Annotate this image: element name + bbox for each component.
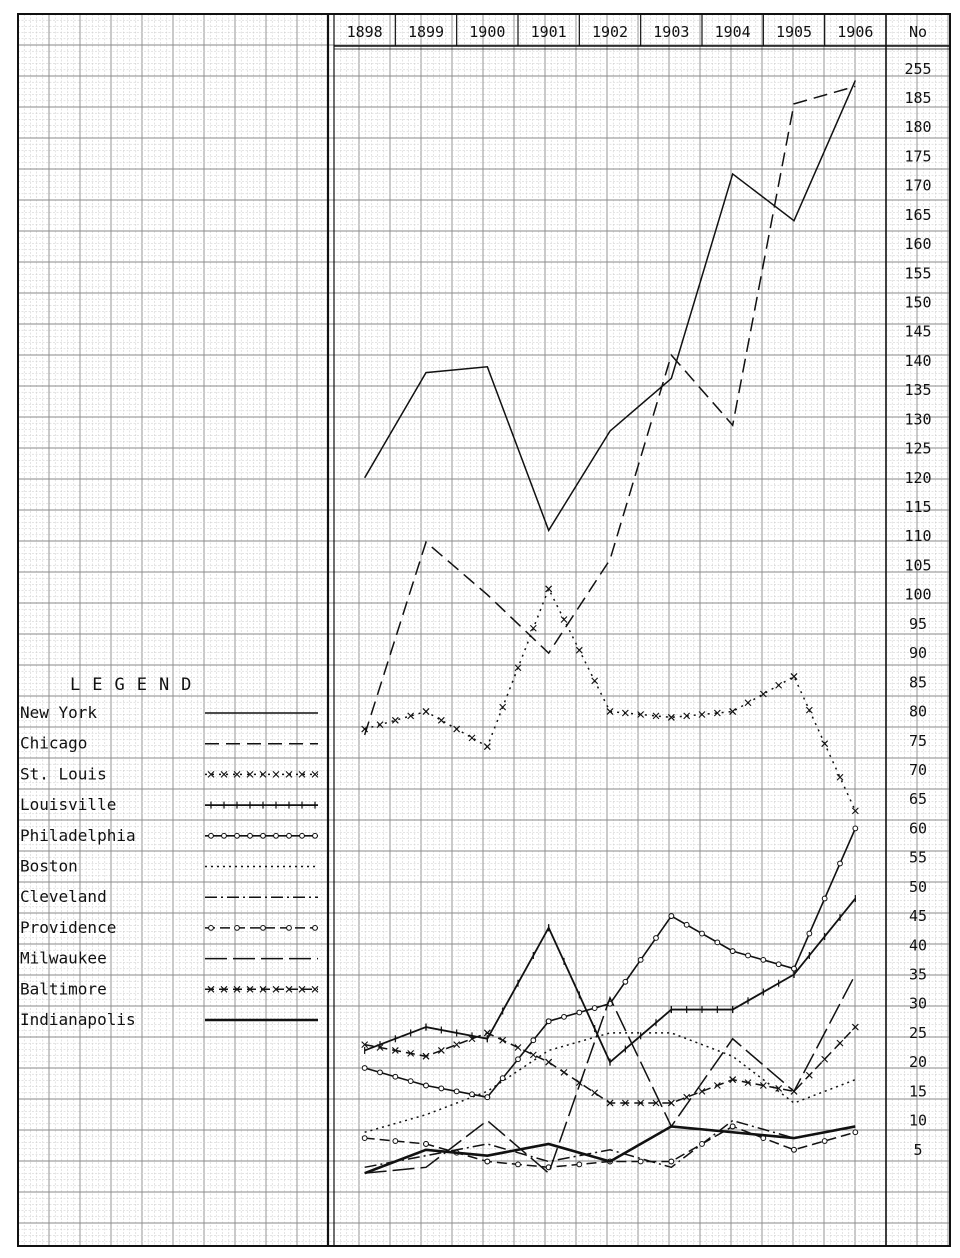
y-tick-label: 185 bbox=[904, 89, 932, 107]
legend-marker bbox=[313, 926, 318, 931]
y-tick-label: 155 bbox=[904, 264, 932, 283]
series-marker bbox=[515, 665, 521, 671]
series-marker bbox=[806, 707, 812, 713]
y-tick-label: 255 bbox=[904, 59, 932, 78]
series-louisville bbox=[365, 895, 856, 1066]
legend-marker bbox=[287, 926, 292, 931]
y-tick-label: 175 bbox=[904, 147, 932, 166]
series-marker bbox=[393, 1139, 398, 1144]
legend-marker bbox=[287, 833, 292, 838]
legend-marker bbox=[261, 926, 266, 931]
series-marker bbox=[546, 1019, 551, 1024]
y-tick-label: 50 bbox=[908, 877, 928, 896]
series-marker bbox=[776, 962, 781, 967]
y-tick-label: 5 bbox=[913, 1140, 923, 1159]
legend-marker bbox=[235, 926, 240, 931]
legend-marker bbox=[222, 833, 227, 838]
series-marker bbox=[362, 1066, 367, 1071]
y-tick-label: 10 bbox=[908, 1111, 928, 1130]
series-marker bbox=[638, 1159, 643, 1164]
series-marker bbox=[562, 1014, 567, 1019]
series-marker bbox=[791, 673, 797, 679]
y-axis-title: No bbox=[908, 23, 928, 41]
y-tick-label: 115 bbox=[904, 498, 932, 517]
y-tick-label: 70 bbox=[908, 760, 928, 779]
series-marker bbox=[439, 1086, 444, 1091]
legend bbox=[20, 675, 318, 1029]
series-line bbox=[365, 589, 856, 811]
series-marker bbox=[715, 940, 720, 945]
legend-label: Cleveland bbox=[20, 887, 107, 907]
legend-marker bbox=[274, 833, 279, 838]
series-marker bbox=[730, 949, 735, 954]
series-marker bbox=[822, 1139, 827, 1144]
y-tick-label: 30 bbox=[908, 994, 928, 1013]
x-tick-label: 1905 bbox=[775, 23, 813, 41]
y-tick-label: 55 bbox=[908, 848, 928, 867]
y-tick-label: 90 bbox=[908, 644, 928, 663]
series-marker bbox=[438, 717, 444, 723]
series-marker bbox=[700, 1142, 705, 1147]
legend-title: LEGEND bbox=[70, 675, 204, 695]
x-tick-label: 1900 bbox=[469, 23, 506, 41]
series-st-louis bbox=[362, 586, 859, 814]
series-marker bbox=[546, 586, 552, 592]
legend-label: Chicago bbox=[20, 733, 88, 753]
series-marker bbox=[576, 647, 582, 653]
y-tick-label: 160 bbox=[904, 235, 932, 254]
x-axis-labels bbox=[347, 23, 874, 41]
y-tick-label: 60 bbox=[908, 819, 928, 838]
series-marker bbox=[745, 700, 751, 706]
series-marker bbox=[654, 936, 659, 941]
legend-label: St. Louis bbox=[20, 764, 107, 784]
legend-marker bbox=[235, 833, 240, 838]
y-tick-label: 35 bbox=[908, 965, 928, 984]
y-tick-label: 120 bbox=[904, 468, 932, 487]
series-marker bbox=[822, 896, 827, 901]
series-marker bbox=[838, 861, 843, 866]
series-marker bbox=[669, 1159, 674, 1164]
series-marker bbox=[623, 979, 628, 984]
legend-label: Indianapolis bbox=[20, 1010, 136, 1029]
legend-marker bbox=[313, 833, 318, 838]
y-tick-label: 110 bbox=[904, 527, 932, 546]
x-tick-label: 1903 bbox=[653, 23, 690, 41]
legend-marker bbox=[273, 771, 279, 777]
x-tick-label: 1898 bbox=[346, 23, 383, 41]
series-marker bbox=[807, 931, 812, 936]
y-tick-label: 130 bbox=[904, 410, 932, 429]
series-marker bbox=[822, 1056, 828, 1062]
y-tick-label: 65 bbox=[908, 790, 928, 809]
series-marker bbox=[454, 1089, 459, 1094]
series-marker bbox=[577, 1162, 582, 1167]
series-marker bbox=[761, 957, 766, 962]
series-marker bbox=[546, 1059, 552, 1065]
y-tick-label: 145 bbox=[904, 322, 932, 341]
legend-label: Baltimore bbox=[20, 979, 107, 999]
y-tick-label: 75 bbox=[908, 731, 928, 750]
legend-label: New York bbox=[20, 703, 98, 722]
series-marker bbox=[792, 1147, 797, 1152]
y-tick-label: 150 bbox=[904, 293, 932, 312]
y-tick-label: 95 bbox=[908, 614, 928, 633]
series-marker bbox=[577, 1010, 582, 1015]
x-tick-label: 1899 bbox=[407, 23, 445, 41]
legend-label: Milwaukee bbox=[20, 948, 107, 968]
legend-label: Louisville bbox=[20, 795, 117, 815]
series-marker bbox=[730, 1124, 735, 1129]
series-marker bbox=[853, 1130, 858, 1135]
series-marker bbox=[500, 1037, 506, 1043]
series-marker bbox=[746, 953, 751, 958]
series-marker bbox=[837, 774, 843, 780]
x-tick-label: 1901 bbox=[530, 23, 567, 41]
series-marker bbox=[393, 1074, 398, 1079]
series-marker bbox=[424, 1142, 429, 1147]
y-axis-labels bbox=[904, 23, 931, 1159]
series-providence bbox=[362, 1124, 857, 1170]
series-marker bbox=[791, 1088, 797, 1094]
series-marker bbox=[485, 1095, 490, 1100]
series-marker bbox=[424, 1083, 429, 1088]
series-marker bbox=[530, 1052, 536, 1058]
series-marker bbox=[362, 1136, 367, 1141]
y-tick-label: 40 bbox=[908, 936, 928, 955]
series-marker bbox=[500, 704, 506, 710]
y-tick-label: 140 bbox=[904, 351, 932, 370]
series-lines bbox=[362, 80, 859, 1173]
legend-marker bbox=[209, 926, 214, 931]
series-marker bbox=[561, 1069, 567, 1075]
series-marker bbox=[516, 1162, 521, 1167]
legend-label: Boston bbox=[20, 856, 78, 876]
y-tick-label: 135 bbox=[904, 381, 932, 400]
series-marker bbox=[669, 914, 674, 919]
series-marker bbox=[378, 1070, 383, 1075]
y-tick-label: 100 bbox=[904, 585, 932, 604]
y-tick-label: 45 bbox=[908, 907, 928, 926]
series-marker bbox=[531, 1038, 536, 1043]
legend-label: Philadelphia bbox=[20, 825, 136, 845]
series-marker bbox=[684, 922, 689, 927]
series-marker bbox=[638, 957, 643, 962]
series-marker bbox=[592, 1006, 597, 1011]
y-tick-label: 125 bbox=[904, 439, 932, 458]
series-marker bbox=[423, 709, 429, 715]
y-tick-label: 170 bbox=[904, 176, 932, 195]
series-marker bbox=[469, 735, 475, 741]
x-tick-label: 1906 bbox=[837, 23, 874, 41]
series-marker bbox=[700, 931, 705, 936]
series-marker bbox=[853, 826, 858, 831]
series-marker bbox=[530, 625, 536, 631]
series-marker bbox=[776, 682, 782, 688]
series-marker bbox=[653, 713, 659, 719]
y-tick-label: 85 bbox=[908, 673, 928, 692]
y-tick-label: 15 bbox=[908, 1082, 928, 1101]
x-tick-label: 1904 bbox=[714, 23, 751, 41]
legend-marker bbox=[300, 833, 305, 838]
y-tick-label: 180 bbox=[904, 118, 932, 137]
series-marker bbox=[792, 966, 797, 971]
series-marker bbox=[516, 1057, 521, 1062]
y-tick-label: 105 bbox=[904, 556, 932, 575]
y-tick-label: 20 bbox=[908, 1053, 928, 1072]
legend-label: Providence bbox=[20, 917, 117, 937]
series-marker bbox=[485, 1159, 490, 1164]
legend-marker bbox=[248, 833, 253, 838]
series-line bbox=[365, 899, 856, 1063]
series-marker bbox=[622, 710, 628, 716]
x-tick-label: 1902 bbox=[591, 23, 629, 41]
series-marker bbox=[454, 1042, 460, 1048]
y-tick-label: 165 bbox=[904, 205, 932, 224]
series-marker bbox=[408, 1079, 413, 1084]
y-tick-label: 80 bbox=[908, 702, 928, 721]
y-tick-label: 25 bbox=[908, 1023, 928, 1042]
series-marker bbox=[500, 1076, 505, 1081]
legend-marker bbox=[209, 833, 214, 838]
legend-marker bbox=[261, 833, 266, 838]
